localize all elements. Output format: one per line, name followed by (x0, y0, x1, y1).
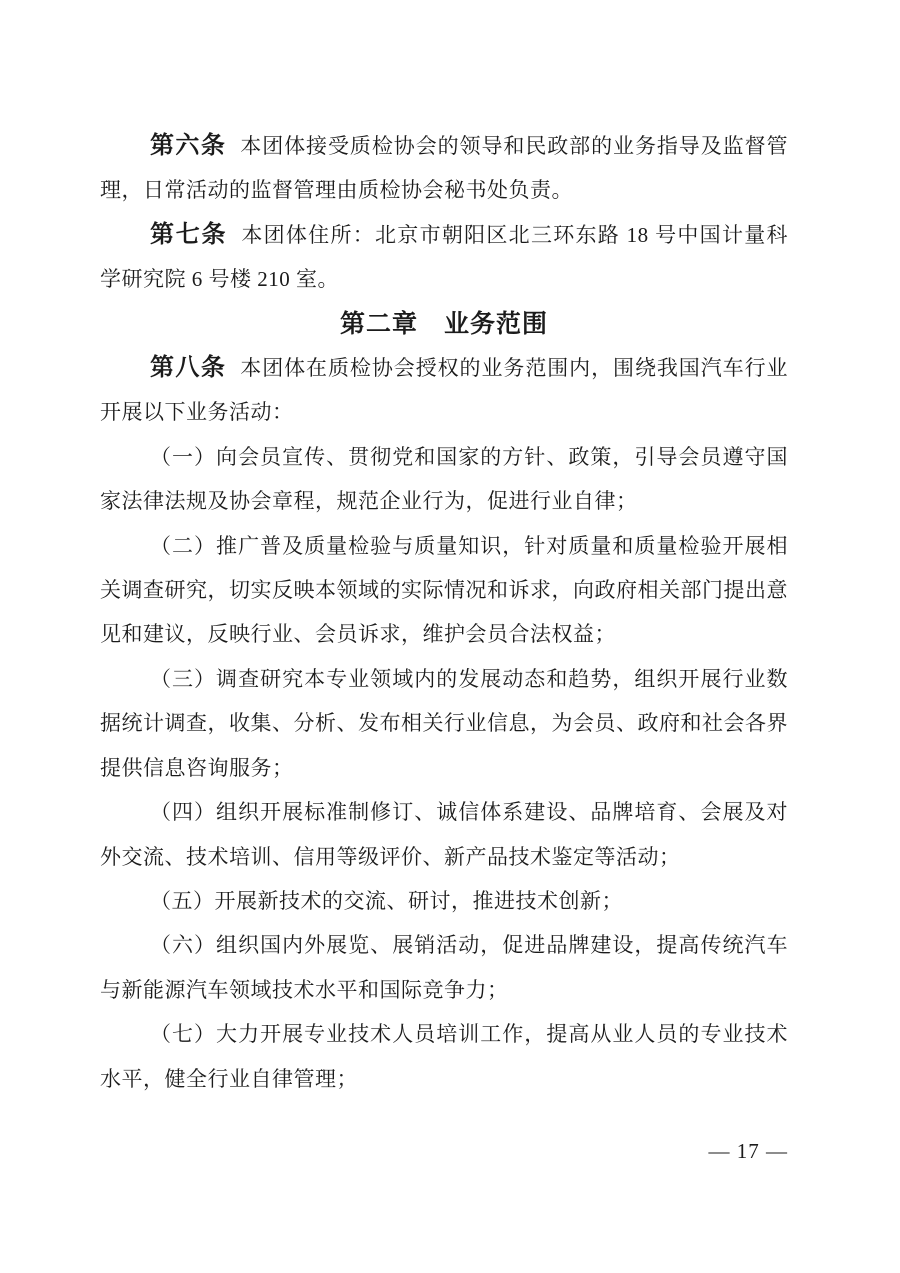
scope-item-4: （四）组织开展标准制修订、诚信体系建设、品牌培育、会展及对外交流、技术培训、信用等级评价、新产品技术鉴定等活动； (100, 800, 788, 869)
scope-item-6: （六）组织国内外展览、展销活动，促进品牌建设，提高传统汽车与新能源汽车领域技术水平和国际竞争力； (100, 933, 788, 1002)
scope-item-1: （一）向会员宣传、贯彻党和国家的方针、政策，引导会员遵守国家法律法规及协会章程，规范企业行为，促进行业自律； (100, 444, 788, 514)
article-7-text: 本团体住所：北京市朝阳区北三环东路 18 号中国计量科学研究院 6 号楼 210 室。 (100, 222, 789, 292)
article-6-text: 本团体接受质检协会的领导和民政部的业务指导及监督管理，日常活动的监督管理由质检协会秘书处负责。 (100, 134, 789, 203)
article-8-label: 第八条 (150, 355, 227, 382)
article-8-paragraph (100, 346, 788, 435)
article-6-label: 第六条 (150, 133, 227, 159)
scope-item-7: （七）大力开展专业技术人员培训工作，提高从业人员的专业技术水平，健全行业自律管理； (100, 1022, 788, 1091)
scope-item-3: （三）调查研究本专业领域内的发展动态和趋势，组织开展行业数据统计调查，收集、分析、发布相关行业信息，为会员、政府和社会各界提供信息咨询服务； (100, 666, 788, 780)
scope-item-2: （二）推广普及质量检验与质量知识，针对质量和质量检验开展相关调查研究，切实反映本领域的实际情况和诉求，向政府相关部门提出意见和建议，反映行业、会员诉求，维护会员合法权益； (100, 533, 788, 647)
article-8-text: 本团体在质检协会授权的业务范围内，围绕我国汽车行业开展以下业务活动： (100, 356, 789, 425)
page-number: — 17 — (708, 1139, 788, 1163)
scope-item-5: （五）开展新技术的交流、研讨，推进技术创新； (150, 888, 623, 913)
article-7-paragraph (100, 213, 788, 302)
chapter-2-heading: 第二章 业务范围 (339, 309, 548, 338)
article-7-label: 第七条 (150, 221, 228, 248)
article-6-paragraph (100, 124, 788, 213)
document-body (100, 124, 788, 1101)
